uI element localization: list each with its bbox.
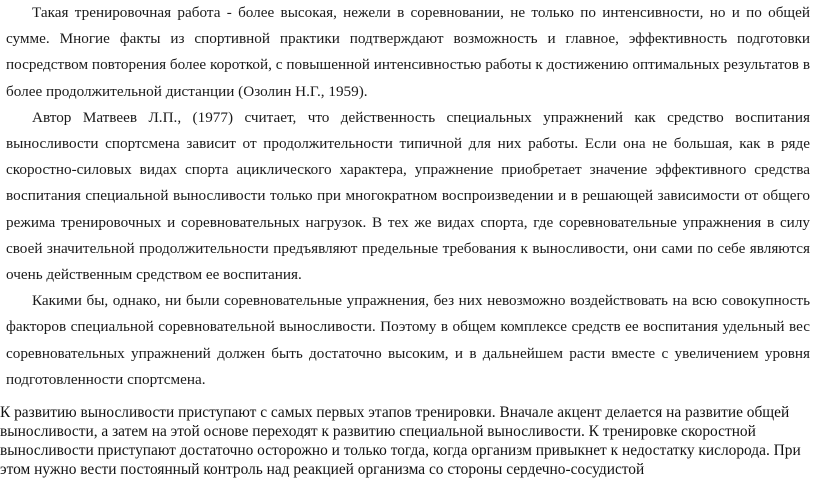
main-text-block	[6, 0, 810, 393]
paragraph-matveev-opinion: Автор Матвеев Л.П., (1977) считает, что действенность специальных упражнений как средство воспитания выносливости спортсмена зависит от продолжительности типичной для них работы. Если она не большая, как в ряде скоростно-силовых видах спорта ациклического характера, упражнение приобретает значение эффективного средства воспитания специальной выносливости только при многократном воспроизведении и в решающей зависимости от общего режима тренировочных и соревновательных нагрузок. В тех же видах спорта, где соревновательные упражнения в силу своей значительной продолжительности предъявляют предельные требования к выносливости, они сами по себе являются очень действенным средством ее воспитания.	[6, 108, 810, 284]
paragraph-endurance-development: К развитию выносливости приступают с самых первых этапов тренировки. Вначале акцент делается на развитие общей выносливости, а затем на этой основе переходят к развитию специальной выносливости. К тренировке скоростной выносливости приступают достаточно осторожно и только тогда, когда организм привыкнет к недостатку кислорода. При этом нужно вести постоянный контроль над реакцией организма со стороны сердечно-сосудистой	[0, 404, 801, 478]
paragraph-competitive-exercises: Какими бы, однако, ни были соревновательные упражнения, без них невозможно воздействовать на всю совокупность факторов специальной соревновательной выносливости. Поэтому в общем комплексе средств ее воспитания удельный вес соревновательных упражнений должен быть достаточно высоким, и в дальнейшем расти вместе с увеличением уровня подготовленности спортсмена.	[6, 292, 810, 388]
paragraph-training-intensity: Такая тренировочная работа - более высокая, нежели в соревновании, не только по интенсивности, но и по общей сумме. Многие факты из спортивной практики подтверждают возможность и главное, эффективность подготовки посредством повторения более короткой, с повышенной интенсивностью работы к достижению оптимальных результатов в более продолжительной дистанции (Озолин Н.Г., 1959).	[6, 4, 810, 100]
lower-text-block	[0, 403, 810, 479]
